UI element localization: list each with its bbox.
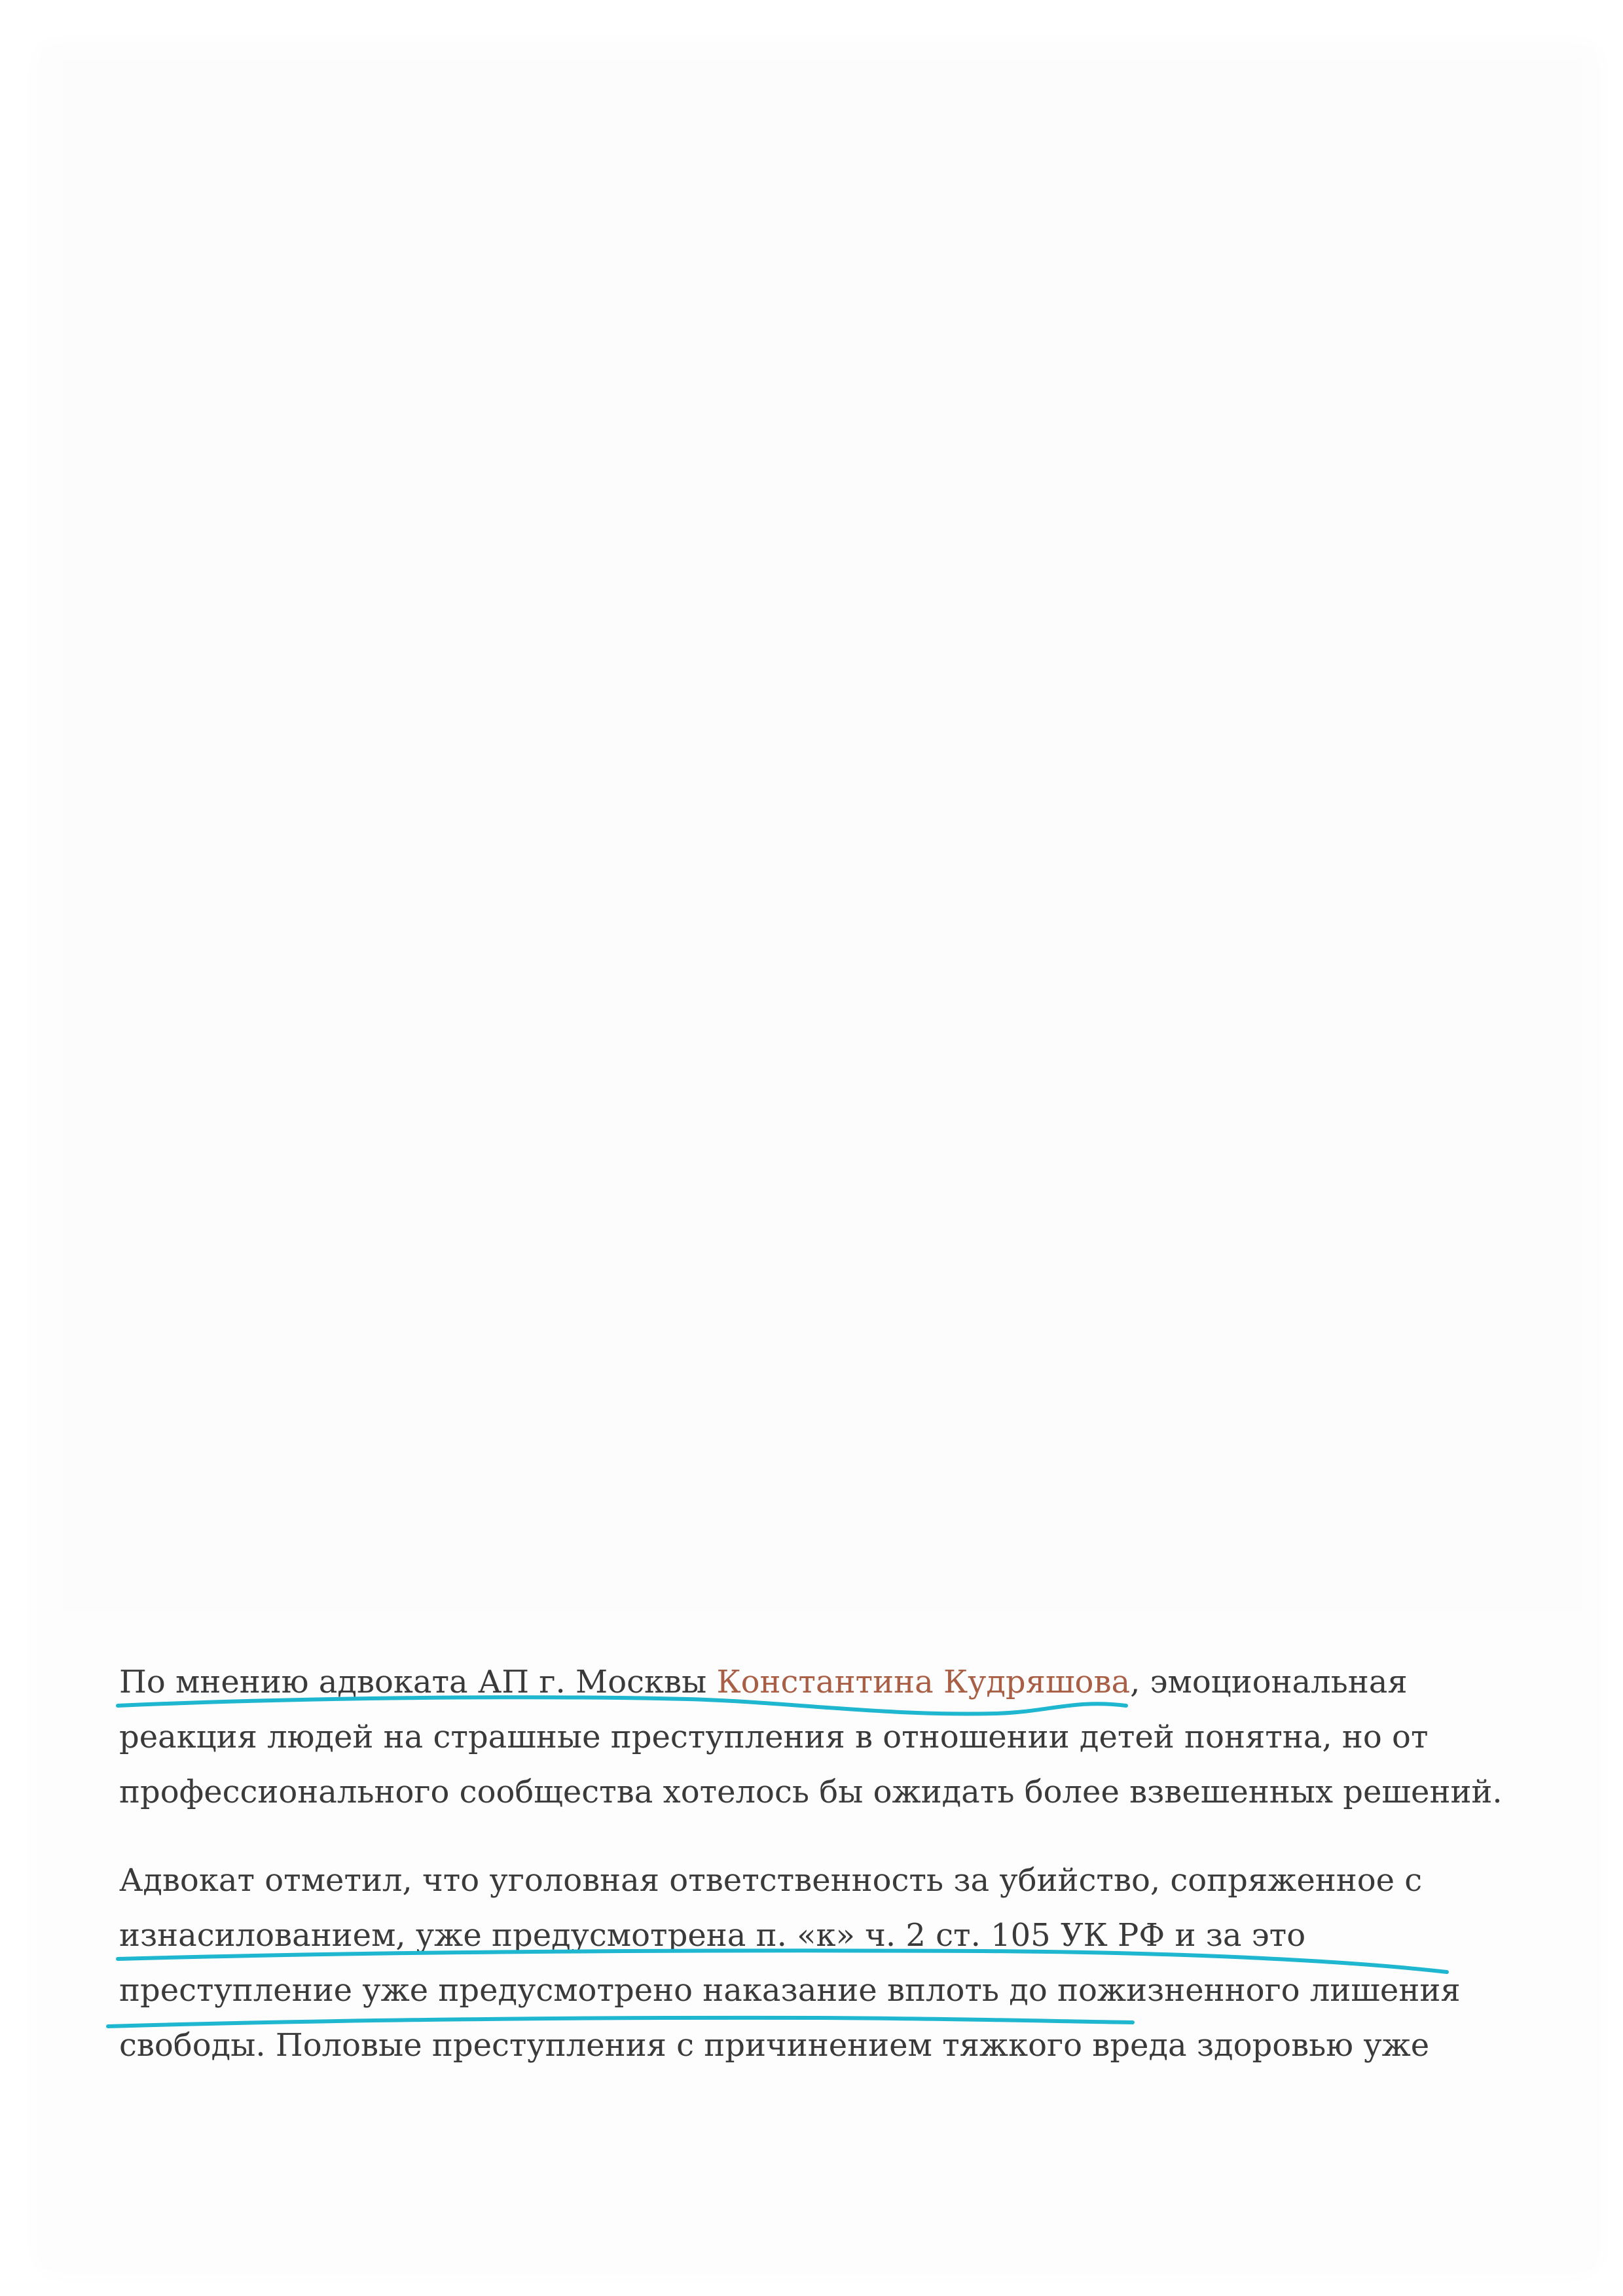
article-body: [119, 1655, 1520, 2106]
paragraph-2: Адвокат отметил, что уголовная ответственность за убийство, сопряженное с изнасилованием, уже предусмотрена п. «к» ч. 2 ст. 105 УК РФ и за это преступление уже предусмотрено наказание вплоть до пожизненного лишения свободы. Половые преступления с причинением тяжкого вреда здоровью уже: [119, 1862, 1461, 2064]
paragraph-1-rest: , эмоциональная реакция людей на страшные преступления в отношении детей понятна, но от профессионального сообщества хотелось бы ожидать более взвешенных решений.: [119, 1664, 1503, 1810]
blank-media-area: [62, 59, 1581, 1610]
lawyer-name-link[interactable]: Константина Кудряшова: [716, 1664, 1131, 1700]
paragraph-1-lead: По мнению адвоката АП г. Москвы: [119, 1664, 717, 1700]
paragraph-1: [119, 1655, 1520, 1820]
